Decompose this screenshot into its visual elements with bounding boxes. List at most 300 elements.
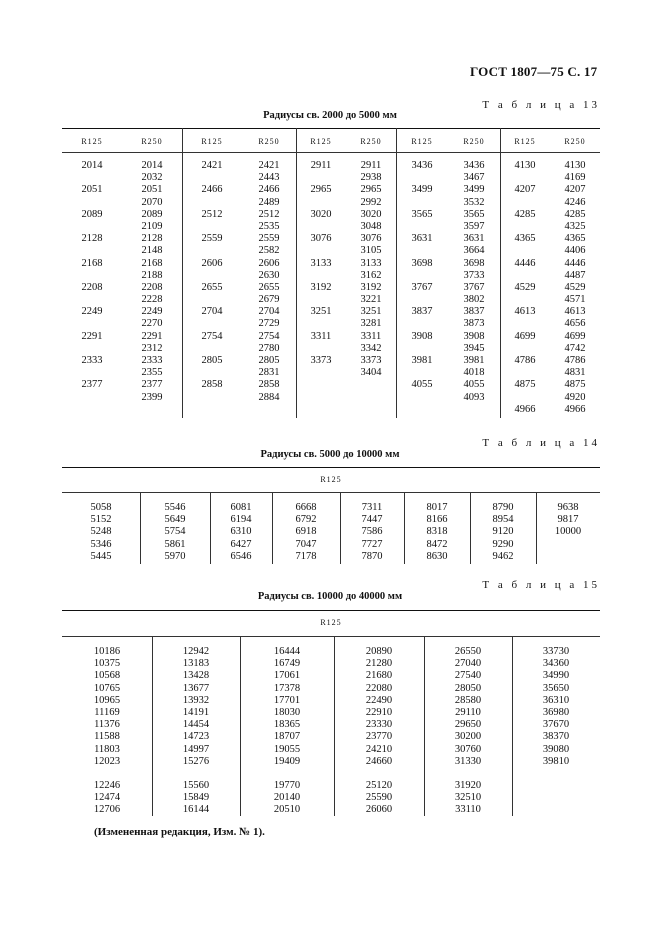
table15-label: Т а б л и ц а 15 [482,579,600,591]
table-cell: 3020 [360,208,382,220]
table13-col-header: R125 [310,137,332,146]
table-cell [396,270,448,282]
table-cell: 38370 [542,731,570,743]
table-cell: 4130 [514,160,536,171]
table14-top-rule [62,467,600,468]
page-header: ГОСТ 1807—75 С. 17 [470,64,598,79]
table-column [470,502,536,563]
table13-label: Т а б л и ц а 13 [482,99,600,111]
table-cell: 4786 [514,355,536,366]
table-cell: 24660 [365,755,393,767]
table-cell: 6081 [230,502,252,513]
table-cell: 3048 [360,220,382,232]
table-cell [334,768,424,780]
table-cell: 2377 [141,379,163,391]
table-cell: 3133 [310,257,332,269]
table-cell: 3981 [411,355,433,366]
table-cell: 5546 [164,502,186,513]
table-cell [500,392,550,404]
table-cell: 2606 [258,257,280,269]
table-cell: 2249 [141,306,163,318]
table-cell: 2884 [258,391,280,403]
table-cell: 10568 [93,670,121,682]
table-cell [182,197,242,209]
table-cell: 16144 [182,804,210,816]
table-cell: 3281 [360,318,382,330]
table-cell: 11588 [94,731,120,743]
table-cell: 17701 [273,694,301,706]
table-cell: 2938 [360,172,382,184]
table-cell: 3837 [463,306,485,318]
table-cell: 19055 [273,743,301,755]
table-cell: 8017 [426,502,448,513]
table-cell: 19770 [273,780,301,792]
table-cell: 4365 [514,233,536,245]
table-cell: 33110 [455,804,481,816]
table-cell [396,343,448,355]
table-cell: 3802 [463,294,485,306]
table-cell: 4130 [564,160,586,171]
column-divider [296,128,297,418]
table-cell [424,768,512,780]
table-cell: 4699 [564,330,586,342]
table-cell: 6546 [230,550,252,562]
table-cell: 4875 [564,379,586,391]
table-cell: 5861 [164,538,186,550]
table-cell: 10965 [93,694,121,706]
table-cell: 3311 [310,330,332,342]
table-cell: 3631 [463,233,485,245]
table-cell: 3311 [360,330,382,342]
table-cell: 21680 [365,670,393,682]
table-cell [62,197,122,209]
table-cell: 3908 [463,330,485,342]
table-cell: 9290 [492,538,514,550]
table-cell: 25120 [365,780,393,792]
table-cell: 4571 [564,294,586,306]
table13-col-header: R250 [360,137,382,146]
table-cell: 2291 [141,330,163,342]
table-cell: 29110 [455,706,481,718]
table-cell: 34360 [542,658,570,670]
table-cell: 5649 [164,514,186,526]
table-cell: 2168 [141,257,163,269]
table-cell [396,221,448,233]
table-cell: 2754 [258,330,280,342]
table-cell: 7178 [295,550,317,562]
table-column [396,160,448,404]
table-cell: 2679 [258,294,280,306]
table-column [334,646,424,817]
column-divider [240,636,241,816]
table-column [140,502,210,563]
table-cell: 4055 [411,379,433,391]
table13-top-rule [62,128,600,129]
table-cell: 6194 [230,514,252,526]
table-cell: 14723 [182,731,210,743]
table-cell: 4875 [514,379,536,391]
table-cell: 2070 [141,196,163,208]
table-column [62,502,140,563]
table-cell: 3698 [411,257,433,269]
table-cell: 7311 [361,502,383,513]
table-cell: 12023 [93,755,121,767]
table-cell: 2089 [141,208,163,220]
table-cell: 30760 [454,743,482,755]
table-cell: 34990 [542,670,570,682]
table-cell: 36310 [542,694,570,706]
table13-col-header: R250 [463,137,485,146]
table-cell: 3499 [411,184,433,196]
table-cell: 3499 [463,184,485,196]
table-cell: 20890 [365,646,393,657]
table-cell: 2333 [81,355,103,366]
table-column [62,646,152,817]
table-column [210,502,272,563]
table-cell: 14454 [182,719,210,731]
table-cell: 3698 [463,257,485,269]
table-cell: 2729 [258,318,280,330]
table14-title: Радиусы св. 5000 до 10000 мм [260,449,400,460]
table-cell [396,172,448,184]
table-cell [182,343,242,355]
table-cell [500,343,550,355]
table-cell: 14997 [182,743,210,755]
table-cell: 5058 [90,502,112,513]
table-cell [500,172,550,184]
table-cell: 4055 [463,379,485,391]
table-cell: 3251 [310,306,332,318]
table-cell [396,294,448,306]
table-cell [296,172,346,184]
column-divider [424,636,425,816]
table-cell [396,318,448,330]
table-cell: 4018 [463,367,485,379]
table-cell: 3908 [411,330,433,342]
table-cell [182,392,242,404]
table-cell: 2270 [141,318,163,330]
table-cell: 2965 [310,184,332,196]
table-cell: 4285 [564,208,586,220]
table-cell: 29650 [454,719,482,731]
table-cell: 2128 [81,233,103,245]
table-cell: 2512 [201,208,223,220]
table-column [500,160,550,416]
table-cell: 4920 [564,391,586,403]
table-cell: 2291 [81,330,103,342]
table-cell: 4613 [564,306,586,318]
table-cell: 2355 [141,367,163,379]
table-cell: 4656 [564,318,586,330]
table-cell: 2249 [81,306,103,318]
table-cell: 14191 [182,706,210,718]
table-cell: 16749 [273,658,301,670]
table-cell: 3597 [463,220,485,232]
column-divider [512,636,513,816]
table-cell: 2630 [258,269,280,281]
table-cell: 11376 [94,719,120,731]
table-cell [396,197,448,209]
table-column [404,502,470,563]
table-cell [62,318,122,330]
table-cell [62,270,122,282]
table14-label: Т а б л и ц а 14 [482,437,600,449]
table-cell: 3532 [463,196,485,208]
table-cell: 2128 [141,233,163,245]
table-cell [296,221,346,233]
table-cell: 2911 [310,160,332,171]
table-column [346,160,396,379]
table-cell: 7447 [361,514,383,526]
table-cell: 26550 [454,646,482,657]
table-cell: 3767 [411,281,433,293]
table-cell [62,245,122,257]
table-column [152,646,240,817]
table-column [272,502,340,563]
table-cell: 2014 [81,160,103,171]
table-cell: 4613 [514,306,536,318]
table-cell [296,245,346,257]
table-cell: 9638 [557,502,579,513]
table-cell: 3251 [360,306,382,318]
table14-header: R125 [320,475,342,484]
column-divider [334,636,335,816]
table-cell: 3105 [360,245,382,257]
table-cell: 15560 [182,780,210,792]
table-column [242,160,296,404]
table-cell: 13677 [182,682,210,694]
table-cell: 4699 [514,330,536,342]
table-cell: 3664 [463,245,485,257]
table-cell: 6427 [230,538,252,550]
table-cell: 7727 [361,538,383,550]
table-cell: 4207 [564,184,586,196]
table-cell: 3076 [310,233,332,245]
table-cell: 2051 [141,184,163,196]
table-cell: 4831 [564,367,586,379]
table-cell: 2148 [141,245,163,257]
table-column [536,502,600,539]
table-cell: 2051 [81,184,103,196]
table-cell: 26060 [365,804,393,816]
table-cell: 35650 [542,682,570,694]
table-cell: 5152 [90,514,112,526]
table-cell [182,270,242,282]
table-cell: 5346 [90,538,112,550]
table-cell: 28580 [454,694,482,706]
table-cell: 20140 [273,792,301,804]
table-cell: 13183 [182,658,210,670]
table-cell: 31920 [454,780,482,792]
table-cell: 3162 [360,269,382,281]
table-cell: 3631 [411,233,433,245]
column-divider [536,492,537,564]
table-cell [62,392,122,404]
table-cell: 3020 [310,208,332,220]
column-divider [152,636,153,816]
table-cell: 3767 [463,281,485,293]
table13-title: Радиусы св. 2000 до 5000 мм [263,110,397,121]
table-cell: 2014 [141,160,163,171]
table13-col-header: R250 [564,137,586,146]
table-cell: 2831 [258,367,280,379]
table-cell: 2032 [141,172,163,184]
table-cell [182,172,242,184]
table-cell: 20510 [273,804,301,816]
table-cell: 6310 [230,526,252,538]
table-cell: 2443 [258,172,280,184]
table-cell: 4529 [564,281,586,293]
table13-col-header: R250 [258,137,280,146]
table-cell: 2606 [201,257,223,269]
table-cell [182,221,242,233]
table-cell [296,294,346,306]
table-cell [182,294,242,306]
table-cell: 10765 [93,682,121,694]
table-cell: 2965 [360,184,382,196]
table-cell: 2559 [258,233,280,245]
table-cell: 3076 [360,233,382,245]
table-cell: 5248 [90,526,112,538]
table15-title: Радиусы св. 10000 до 40000 мм [257,591,403,602]
table-cell: 4446 [514,257,536,269]
column-divider [404,492,405,564]
table-cell: 4966 [564,403,586,415]
table-cell: 17061 [273,670,301,682]
column-divider [396,128,397,418]
table-cell: 2312 [141,342,163,354]
table-cell: 2858 [201,379,223,391]
table-cell: 22080 [365,682,393,694]
table-cell: 11169 [94,706,120,718]
table-cell [62,343,122,355]
table-cell: 2805 [258,355,280,366]
table-cell: 27040 [454,658,482,670]
table-cell: 25590 [365,792,393,804]
table-cell: 3436 [411,160,433,171]
table-cell: 3436 [463,160,485,171]
table-column [340,502,404,563]
table-cell: 6792 [295,514,317,526]
table-column [296,160,346,379]
table-cell: 3981 [463,355,485,366]
table-cell: 2858 [258,379,280,391]
table13-col-header: R125 [201,137,223,146]
table-cell [152,768,240,780]
table-cell: 3565 [411,208,433,220]
table13-col-header: R125 [81,137,103,146]
table-cell: 10186 [93,646,121,657]
table-cell: 2754 [201,330,223,342]
table-cell: 3133 [360,257,382,269]
table-cell: 3373 [360,355,382,366]
table-cell: 2559 [201,233,223,245]
table-cell: 3373 [310,355,332,366]
table-cell: 16444 [273,646,301,657]
table-cell: 4406 [564,245,586,257]
table-cell: 3404 [360,367,382,379]
table-cell: 9462 [492,550,514,562]
table-cell: 2421 [201,160,223,171]
table-cell: 28050 [454,682,482,694]
table15-header: R125 [320,618,342,627]
table-cell: 3192 [310,281,332,293]
column-divider [182,128,183,418]
table-cell: 4446 [564,257,586,269]
table-cell: 8318 [426,526,448,538]
table-cell: 2535 [258,220,280,232]
table-cell: 39810 [542,755,570,767]
table-cell: 24210 [365,743,393,755]
table-cell: 12246 [93,780,121,792]
table-cell: 2780 [258,342,280,354]
column-divider [140,492,141,564]
table-cell: 9120 [492,526,514,538]
table-cell: 2489 [258,196,280,208]
table-cell [296,197,346,209]
table-cell: 23330 [365,719,393,731]
table-cell [296,367,346,379]
table-cell: 2188 [141,269,163,281]
table-cell: 22910 [365,706,393,718]
table-cell: 17378 [273,682,301,694]
table-column [182,160,242,404]
table-cell: 22490 [365,694,393,706]
table-cell: 9817 [557,514,579,526]
revision-note: (Измененная редакция, Изм. № 1). [94,826,265,838]
table-cell: 12706 [93,804,121,816]
column-divider [272,492,273,564]
table-cell: 7870 [361,550,383,562]
table-cell [182,367,242,379]
table-cell: 2704 [201,306,223,318]
table-cell: 8954 [492,514,514,526]
table-cell: 10000 [554,526,582,538]
table13-col-header: R125 [514,137,536,146]
table-cell [62,172,122,184]
table-cell: 5970 [164,550,186,562]
table-cell [500,270,550,282]
table-cell: 4285 [514,208,536,220]
table-cell: 13932 [182,694,210,706]
table-cell: 10375 [93,658,121,670]
table-cell [182,318,242,330]
table-cell: 3837 [411,306,433,318]
table-cell: 2655 [258,281,280,293]
table15-top-rule [62,610,600,611]
table-cell: 3342 [360,342,382,354]
table14-header-rule [62,492,600,493]
table-cell: 3945 [463,342,485,354]
table-cell: 4093 [463,391,485,403]
table-cell: 2228 [141,294,163,306]
table-cell: 6668 [295,502,317,513]
table-cell: 2805 [201,355,223,366]
table-cell: 2208 [141,281,163,293]
table-cell [62,367,122,379]
table-cell: 2582 [258,245,280,257]
table-cell: 23770 [365,731,393,743]
column-divider [470,492,471,564]
table-cell [296,270,346,282]
table-cell: 4786 [564,355,586,366]
table-cell: 2655 [201,281,223,293]
table-cell: 4966 [514,403,536,415]
table-cell: 37670 [542,719,570,731]
table-cell: 8472 [426,538,448,550]
table-cell: 5754 [164,526,186,538]
table-cell [500,221,550,233]
